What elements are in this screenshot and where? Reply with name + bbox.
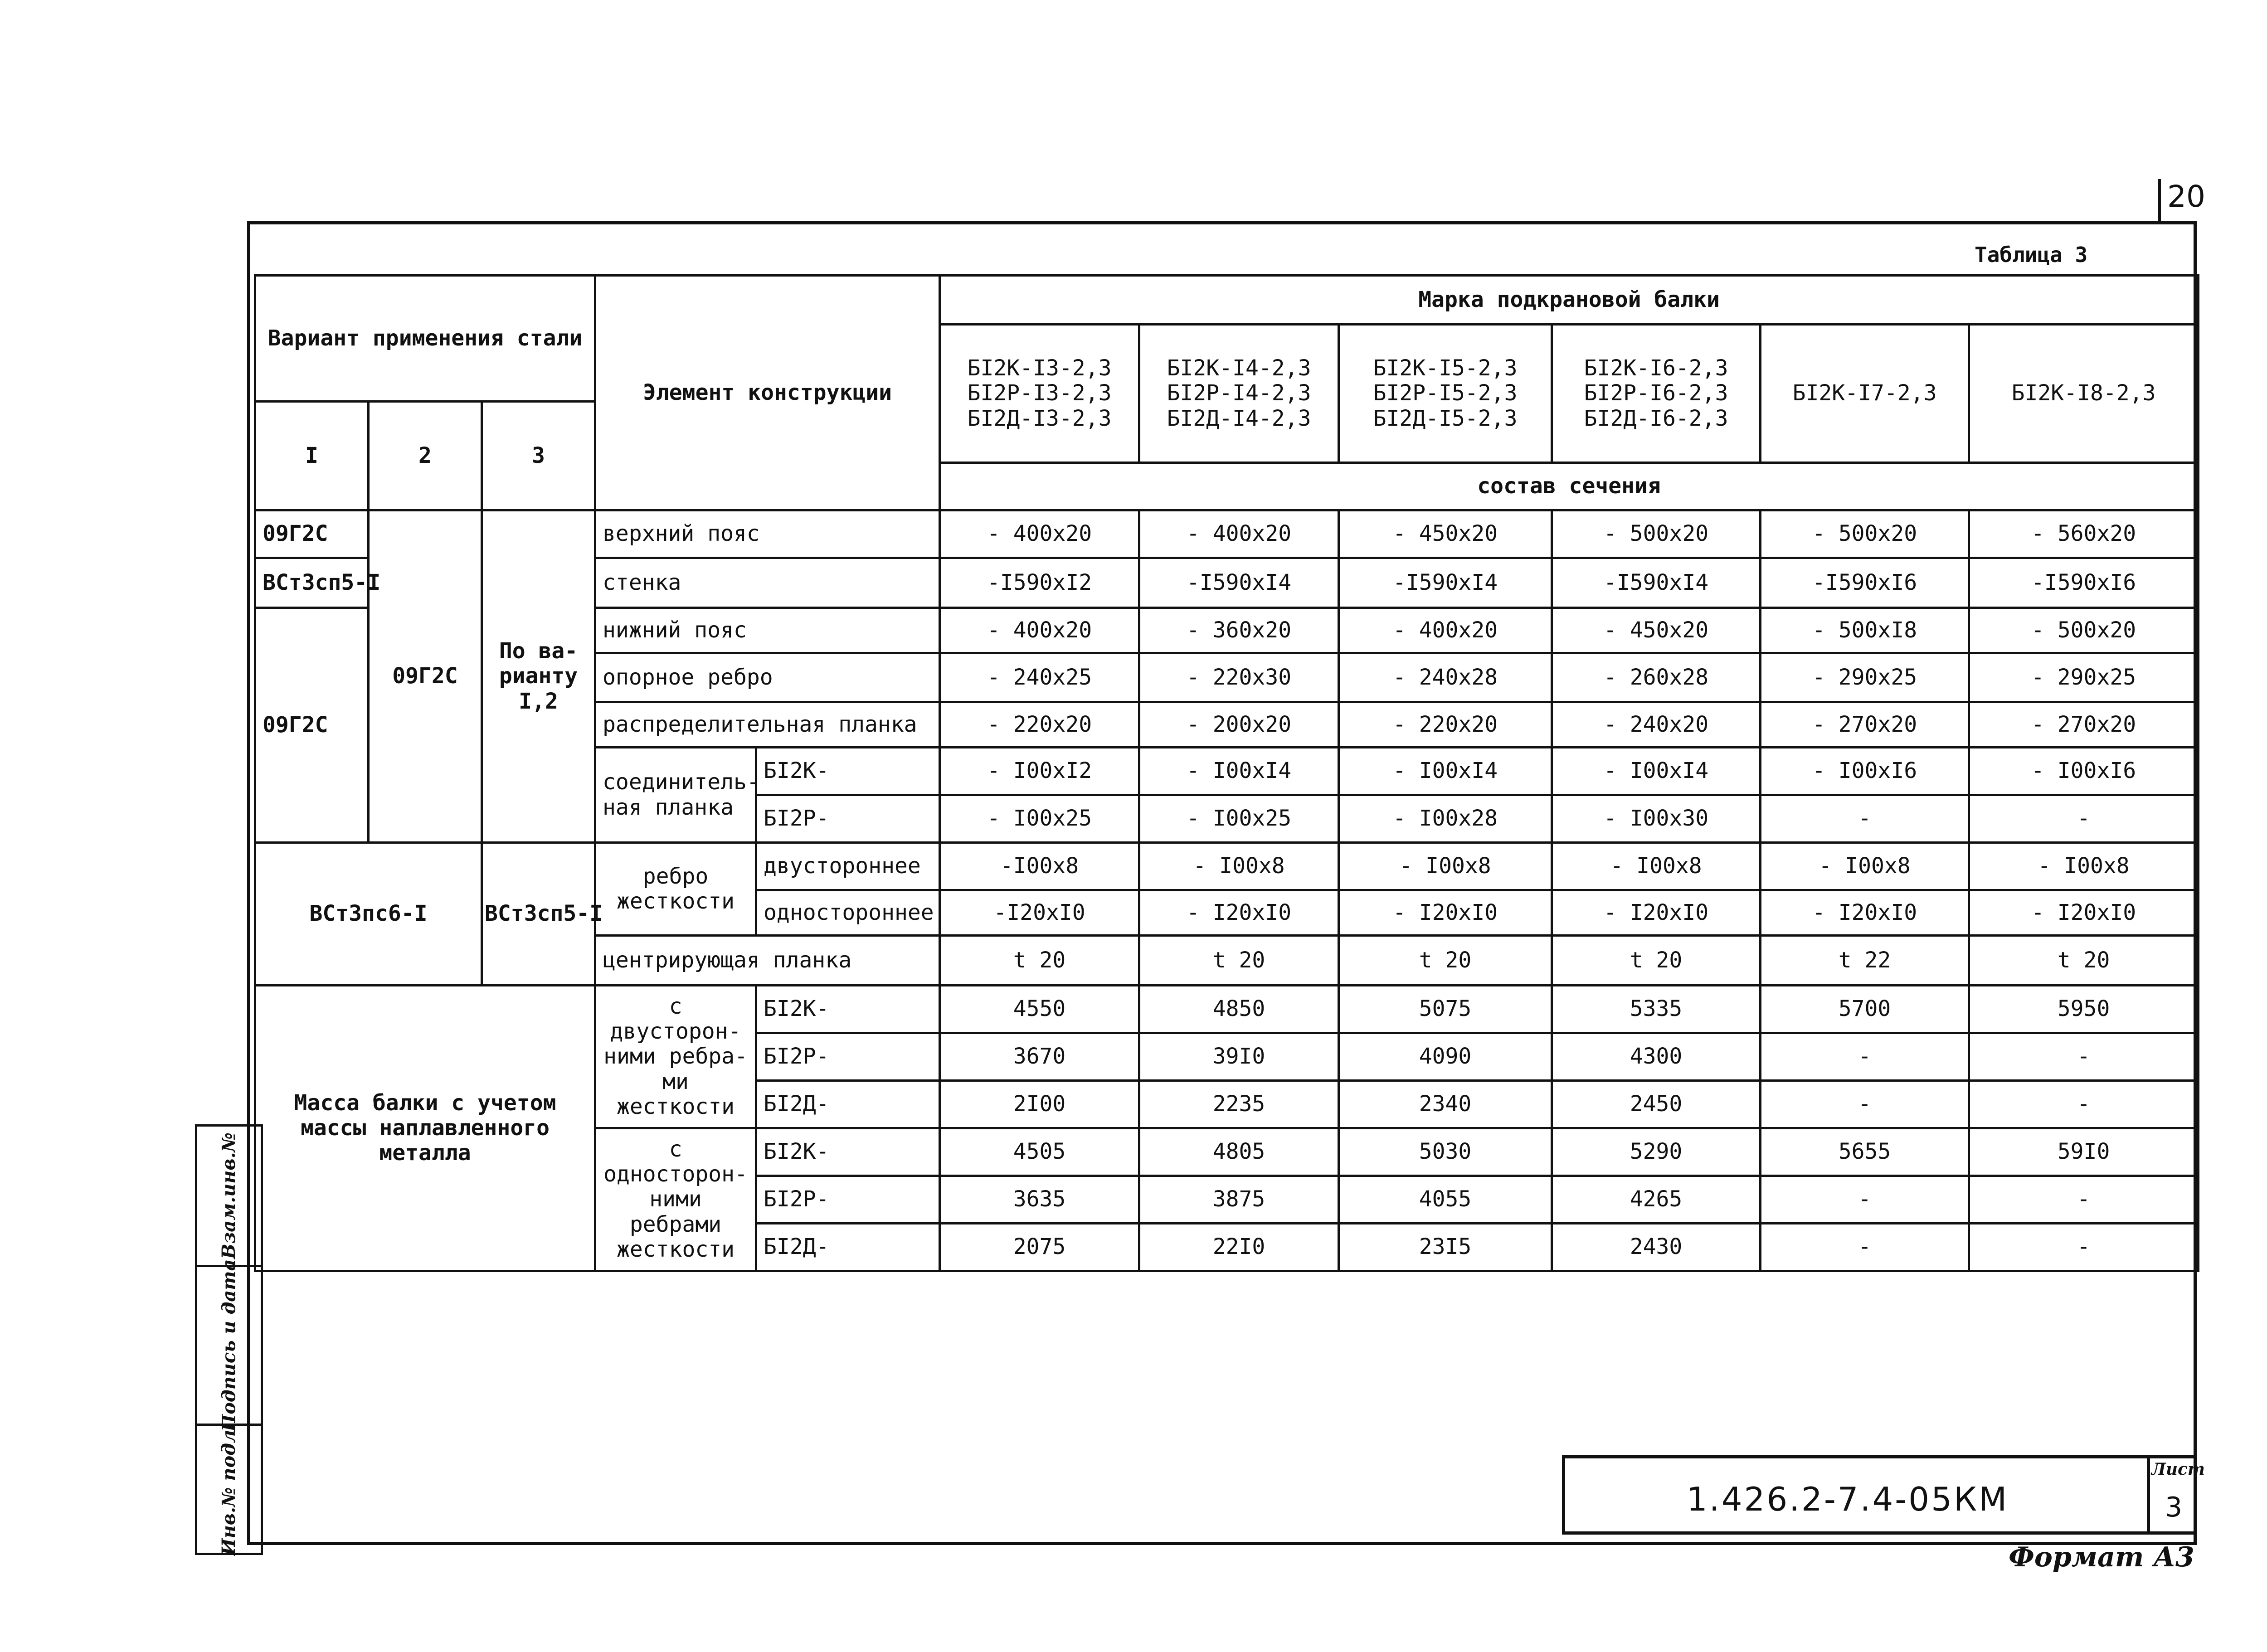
cell: - 270x20 [1969, 702, 2199, 748]
cell: 5950 [1969, 986, 2199, 1033]
cell: - I20xI0 [1969, 890, 2199, 936]
cell: - [1761, 795, 1969, 843]
variant-col-3: 3 [482, 402, 595, 510]
steel-stiff-v12: ВСт3пс6-I [255, 843, 482, 986]
beam-header-4: БI2К-I6-2,3 БI2Р-I6-2,3 БI2Д-I6-2,3 [1552, 325, 1761, 463]
sub-label-d: БI2Д- [756, 1224, 940, 1271]
row-label-center-plate: центрирующая планка [595, 936, 940, 986]
cell: - 290x25 [1969, 653, 2199, 702]
cell: - I00x30 [1552, 795, 1761, 843]
cell: - I00x8 [1969, 843, 2199, 890]
page-number: 20 [2167, 179, 2205, 214]
sub-label-k: БI2К- [756, 1128, 940, 1176]
mass-label: Масса балки с учетом массы наплавленного металла [255, 986, 595, 1271]
table-row [255, 276, 2199, 325]
beam-header-1: БI2К-I3-2,3 БI2Р-I3-2,3 БI2Д-I3-2,3 [940, 325, 1139, 463]
cell: 4850 [1139, 986, 1339, 1033]
cell: - 500x20 [1552, 510, 1761, 558]
row-label-conn-plate: соединитель-ная планка [595, 748, 756, 843]
row-label-bottom-flange: нижний пояс [595, 608, 940, 653]
cell: - 500x20 [1969, 608, 2199, 653]
cell: - 240x25 [940, 653, 1139, 702]
cell: - 400x20 [940, 510, 1139, 558]
cell: - [1761, 1176, 1969, 1224]
cell: - 270x20 [1761, 702, 1969, 748]
cell: - I20xI0 [1552, 890, 1761, 936]
cell: 2075 [940, 1224, 1139, 1271]
cell: - 220x20 [1339, 702, 1552, 748]
cell: - [1761, 1081, 1969, 1128]
cell: - 290x25 [1761, 653, 1969, 702]
sheet-number: 3 [2165, 1492, 2183, 1523]
cell: -I00x8 [940, 843, 1139, 890]
sub-label-d: БI2Д- [756, 1081, 940, 1128]
mass-single-label: с односторон-ними ребрами жесткости [595, 1128, 756, 1271]
cell: 39I0 [1139, 1033, 1339, 1081]
cell: 59I0 [1969, 1128, 2199, 1176]
cell: - I00xI2 [940, 748, 1139, 795]
cell: -I590xI4 [1552, 558, 1761, 608]
beam-header-3: БI2К-I5-2,3 БI2Р-I5-2,3 БI2Д-I5-2,3 [1339, 325, 1552, 463]
cell: 5655 [1761, 1128, 1969, 1176]
cell: - I00xI4 [1139, 748, 1339, 795]
cell: - 500xI8 [1761, 608, 1969, 653]
sub-label-single: одностороннее [756, 890, 940, 936]
table-row [255, 510, 2199, 558]
cell: - 220x30 [1139, 653, 1339, 702]
sub-label-r: БI2Р- [756, 795, 940, 843]
beam-mark-header: Марка подкрановой балки [940, 276, 2199, 325]
cell: 2I00 [940, 1081, 1139, 1128]
beam-header-6: БI2К-I8-2,3 [1969, 325, 2199, 463]
stamp-cell-repl [195, 1124, 263, 1267]
left-stamp-strip [195, 1124, 263, 1555]
cell: 2450 [1552, 1081, 1761, 1128]
document-code: 1.426.2-7.4-05КМ [1687, 1480, 2009, 1518]
cell: - 500x20 [1761, 510, 1969, 558]
cell: t 20 [1552, 936, 1761, 986]
element-header: Элемент конструкции [595, 276, 940, 510]
steel-v1-web: ВСт3сп5-I [255, 558, 369, 608]
cell: 4090 [1339, 1033, 1552, 1081]
cell: - 360x20 [1139, 608, 1339, 653]
cell: - [1969, 1033, 2199, 1081]
cell: - 240x28 [1339, 653, 1552, 702]
steel-v1-top: 09Г2С [255, 510, 369, 558]
cell: t 20 [1969, 936, 2199, 986]
cell: - [1761, 1224, 1969, 1271]
cell: - 400x20 [1339, 608, 1552, 653]
cell: 5335 [1552, 986, 1761, 1033]
cell: t 22 [1761, 936, 1969, 986]
sub-label-r: БI2Р- [756, 1176, 940, 1224]
sub-label-k: БI2К- [756, 986, 940, 1033]
row-label-distrib-plate: распределительная планка [595, 702, 940, 748]
cell: - I00x8 [1139, 843, 1339, 890]
cell: 3875 [1139, 1176, 1339, 1224]
cell: - I00x8 [1761, 843, 1969, 890]
cell: - I00xI4 [1552, 748, 1761, 795]
cell: 3635 [940, 1176, 1139, 1224]
variant-col-2: 2 [369, 402, 482, 510]
cell: 4505 [940, 1128, 1139, 1176]
cell: - I00x25 [1139, 795, 1339, 843]
sub-label-k: БI2К- [756, 748, 940, 795]
variant-col-1: I [255, 402, 369, 510]
cell: - [1969, 795, 2199, 843]
beam-header-2: БI2К-I4-2,3 БI2Р-I4-2,3 БI2Д-I4-2,3 [1139, 325, 1339, 463]
cell: 5700 [1761, 986, 1969, 1033]
cell: 4300 [1552, 1033, 1761, 1081]
row-label-support-rib: опорное ребро [595, 653, 940, 702]
cell: - I00x8 [1339, 843, 1552, 890]
cell: - I20xI0 [1139, 890, 1339, 936]
cell: - 200x20 [1139, 702, 1339, 748]
cell: 22I0 [1139, 1224, 1339, 1271]
cell: 4805 [1139, 1128, 1339, 1176]
cell: - I00x8 [1552, 843, 1761, 890]
cell: - [1969, 1224, 2199, 1271]
cell: 4265 [1552, 1176, 1761, 1224]
page-number-rule [2158, 179, 2161, 224]
cell: - 560x20 [1969, 510, 2199, 558]
cell: - 450x20 [1339, 510, 1552, 558]
cell: -I590xI6 [1761, 558, 1969, 608]
cell: 5290 [1552, 1128, 1761, 1176]
cell: 2430 [1552, 1224, 1761, 1271]
cell: 4550 [940, 986, 1139, 1033]
cell: - 220x20 [940, 702, 1139, 748]
cell: 23I5 [1339, 1224, 1552, 1271]
cell: 3670 [940, 1033, 1139, 1081]
stamp-label-repl: Взам.инв.№ [218, 1132, 240, 1259]
stamp-label-sign: Подпись и дата [218, 1259, 240, 1432]
cell: 5075 [1339, 986, 1552, 1033]
cell: - 240x20 [1552, 702, 1761, 748]
stamp-cell-sign [195, 1259, 263, 1432]
cell: 4055 [1339, 1176, 1552, 1224]
cell: - 400x20 [940, 608, 1139, 653]
cell: t 20 [940, 936, 1139, 986]
paper-format: Формат А3 [2009, 1541, 2194, 1573]
cell: - I20xI0 [1761, 890, 1969, 936]
steel-v2: 09Г2С [369, 510, 482, 843]
stamp-label-inv: Инв.№ подл. [218, 1423, 240, 1555]
stamp-cell-inv [195, 1424, 263, 1555]
cell: t 20 [1139, 936, 1339, 986]
section-composition-header: состав сечения [940, 463, 2199, 510]
cell: - 400x20 [1139, 510, 1339, 558]
cell: - I00x25 [940, 795, 1139, 843]
cell: - I00x28 [1339, 795, 1552, 843]
row-label-stiff-rib: ребро жесткости [595, 843, 756, 936]
table-caption: Таблица 3 [1975, 243, 2088, 267]
cell: - I20xI0 [1339, 890, 1552, 936]
table-row [255, 986, 2199, 1033]
cell: - [1761, 1033, 1969, 1081]
steel-stiff-v3: ВСт3сп5-I [482, 843, 595, 986]
sub-label-r: БI2Р- [756, 1033, 940, 1081]
steel-v3: По ва-рианту I,2 [482, 510, 595, 843]
steel-variant-header: Вариант применения стали [255, 276, 595, 402]
mass-double-label: с двусторон-ними ребра-ми жесткости [595, 986, 756, 1128]
cell: - I00xI6 [1969, 748, 2199, 795]
sheet-label: Лист [2151, 1460, 2205, 1479]
cell: -I590xI6 [1969, 558, 2199, 608]
cell: - I00xI6 [1761, 748, 1969, 795]
cell: 2340 [1339, 1081, 1552, 1128]
beam-table [254, 274, 2199, 1272]
row-label-top-flange: верхний пояс [595, 510, 940, 558]
beam-header-5: БI2К-I7-2,3 [1761, 325, 1969, 463]
cell: 2235 [1139, 1081, 1339, 1128]
sub-label-double: двустороннее [756, 843, 940, 890]
cell: - 450x20 [1552, 608, 1761, 653]
cell: -I590xI2 [940, 558, 1139, 608]
cell: - [1969, 1176, 2199, 1224]
cell: 5030 [1339, 1128, 1552, 1176]
row-label-web: стенка [595, 558, 940, 608]
cell: - 260x28 [1552, 653, 1761, 702]
cell: - I00xI4 [1339, 748, 1552, 795]
steel-v1-rest: 09Г2С [255, 608, 369, 843]
cell: t 20 [1339, 936, 1552, 986]
cell: -I590xI4 [1339, 558, 1552, 608]
table-row [255, 843, 2199, 890]
cell: -I590xI4 [1139, 558, 1339, 608]
cell: - [1969, 1081, 2199, 1128]
cell: -I20xI0 [940, 890, 1139, 936]
